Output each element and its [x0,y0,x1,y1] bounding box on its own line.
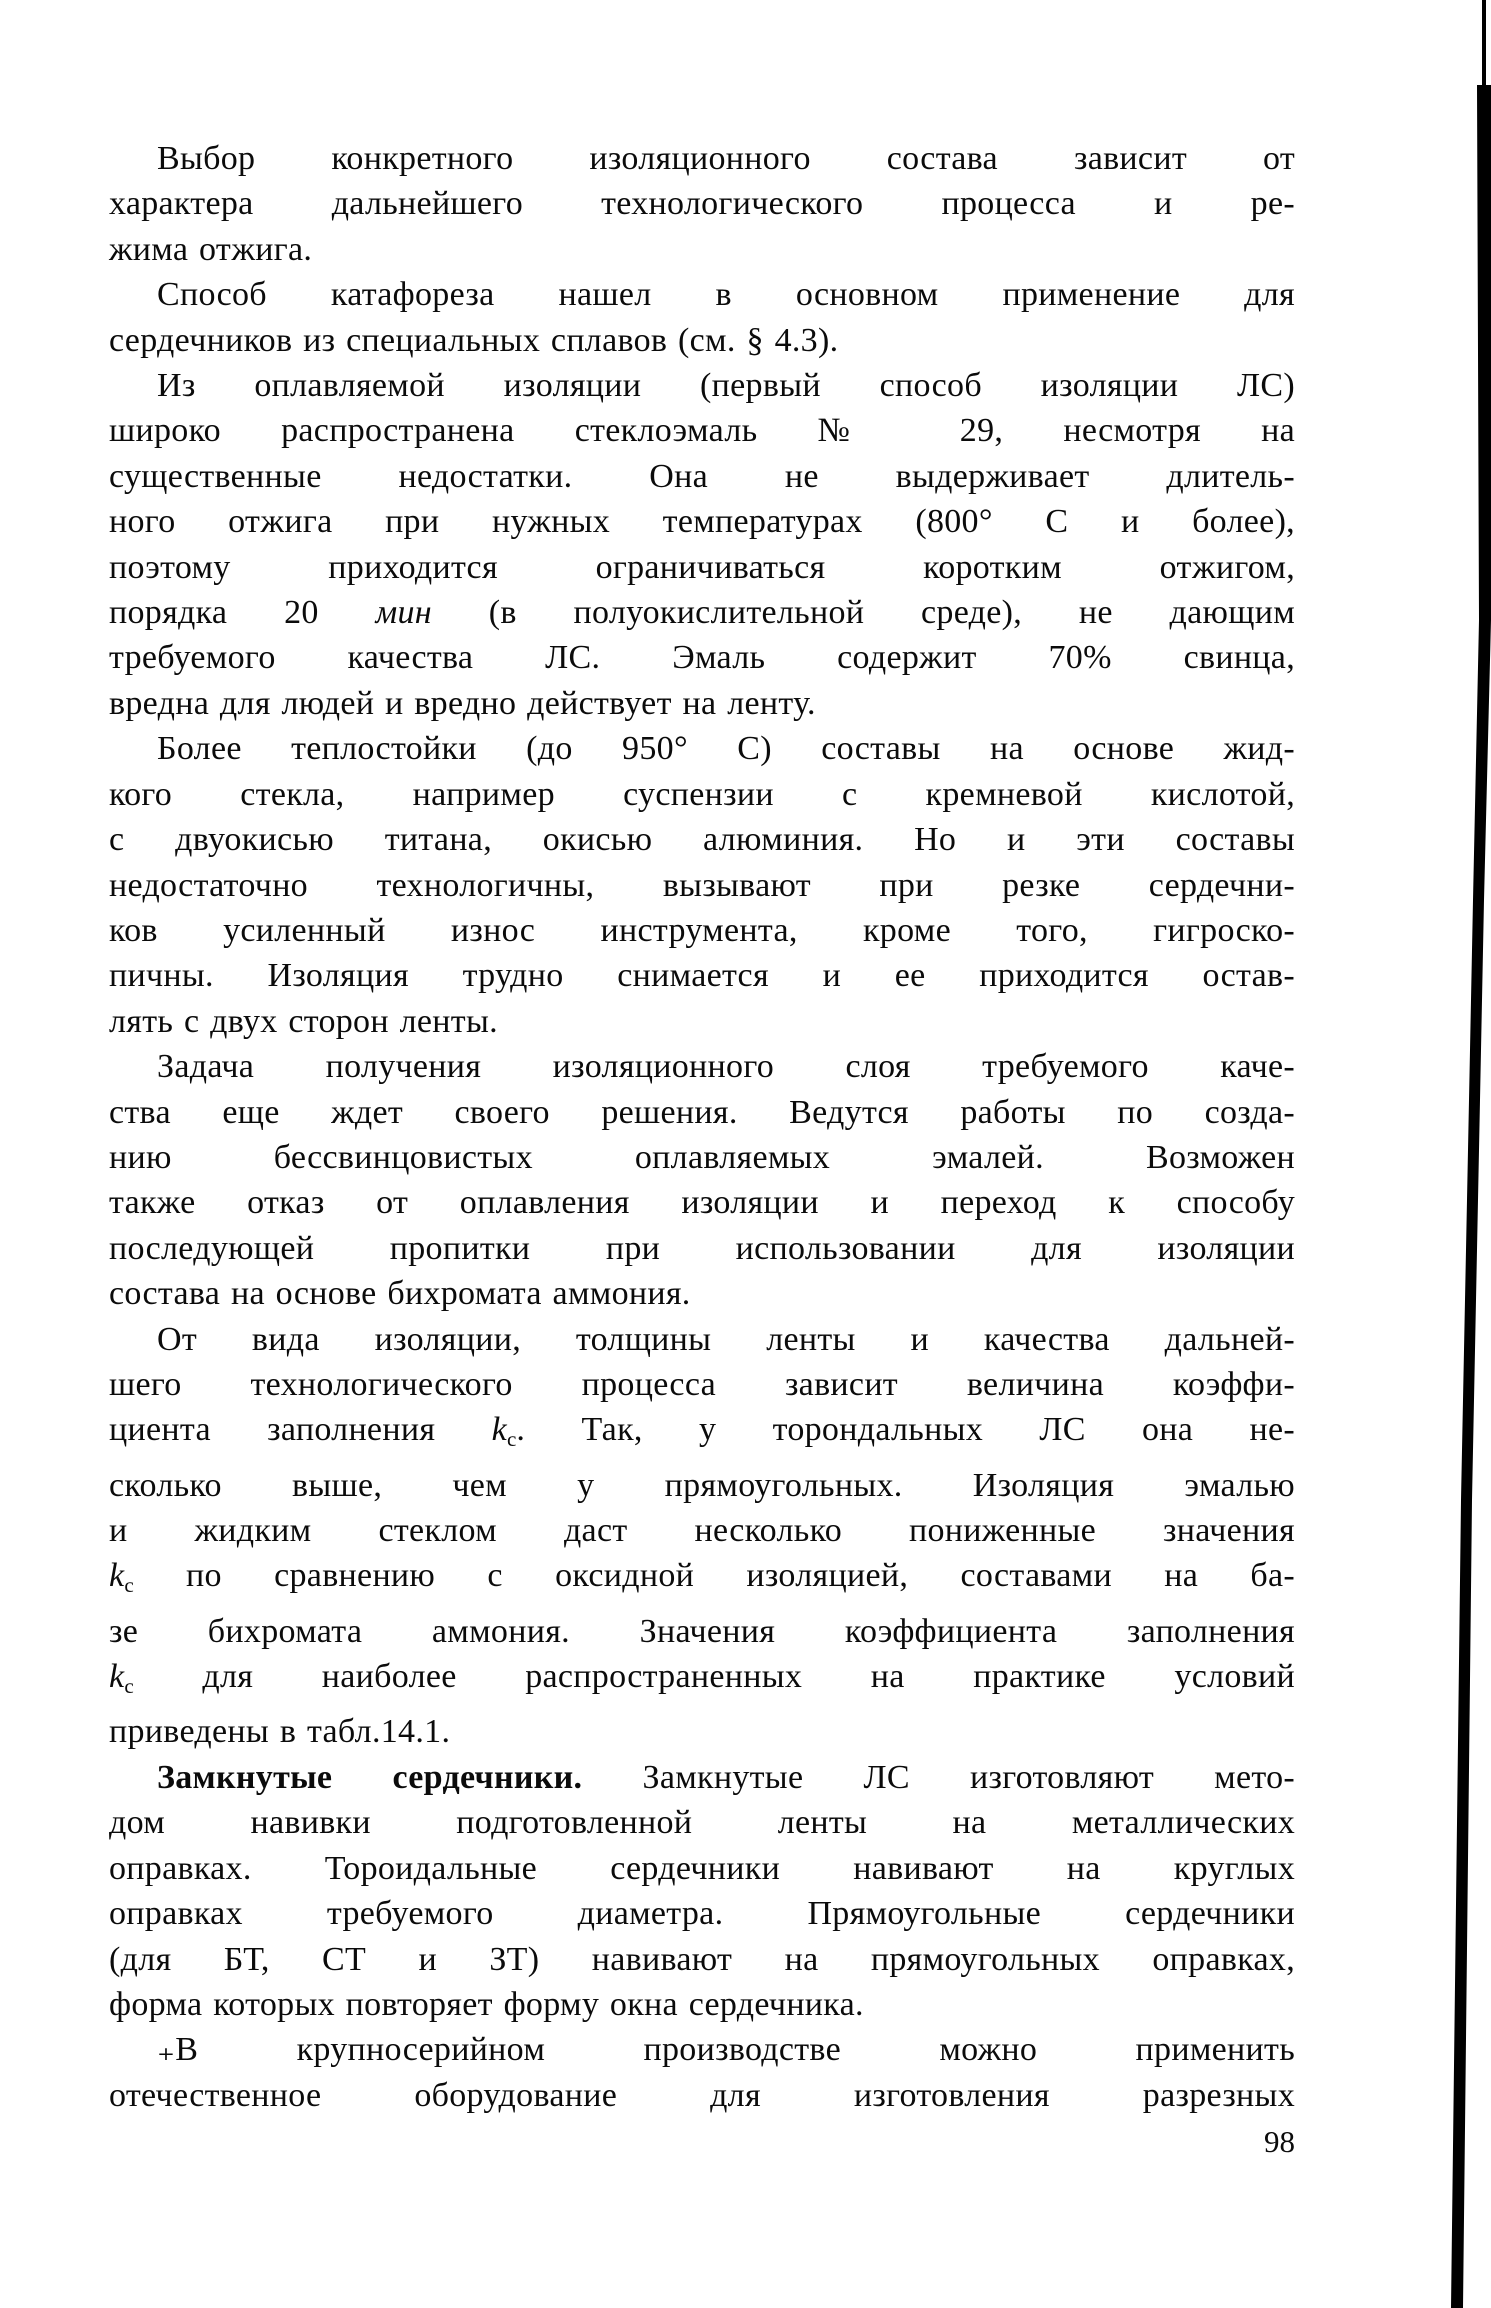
text-run: по сравнению с оксидной изоляцией, составами на ба- [133,1557,1295,1595]
text-run: с [124,1573,134,1598]
paragraph [109,1755,1295,2027]
text-run: мин [375,594,432,632]
text-run: ства еще ждет своего решения. Ведутся работы по созда- [109,1093,1295,1131]
text-line [109,772,1295,817]
text-run: порядка 20 [109,594,376,632]
text-line [109,908,1295,953]
text-line [109,726,1295,771]
text-line [109,1463,1295,1508]
text-run: От вида изоляции, толщины ленты и качества дальней- [157,1320,1295,1358]
text-line [109,318,1295,363]
text-run: с [124,1674,134,1699]
text-line [109,953,1295,998]
text-run: ₊В крупносерийном производстве можно применить [157,2031,1295,2069]
text-run: недостаточно технологичны, вызывают при резке сердечни- [109,866,1295,904]
page-number: 98 [1264,2124,1295,2159]
text-run: (для БТ, СТ и ЗТ) навивают на прямоугольных оправках, [109,1940,1295,1978]
text-line [109,863,1295,908]
text-run: жима отжига. [109,230,313,268]
text-line [109,1362,1295,1407]
text-run: шего технологического процесса зависит величина коэффи- [109,1365,1295,1403]
text-run: . Так, у торондальных ЛС она не- [516,1411,1295,1449]
text-run: состава на основе бихромата аммония. [109,1275,691,1313]
paragraph [109,726,1295,1044]
text-run: широко распространена стеклоэмаль № 29, несмотря на [109,412,1295,450]
text-run: ного отжига при нужных температурах (800° С и более), [109,503,1295,541]
text-run: зе бихромата аммония. Значения коэффициента заполнения [109,1612,1295,1650]
text-run: также отказ от оплавления изоляции и переход к способу [109,1184,1295,1222]
text-run: и жидким стеклом даст несколько пониженные значения [109,1512,1295,1550]
text-run: k [491,1411,507,1449]
text-line [109,1271,1295,1316]
text-line [109,590,1295,635]
text-run: Более теплостойки (до 950° С) составы на основе жид- [157,730,1295,768]
text-run: оправках. Тороидальные сердечники навивают на круглых [109,1849,1295,1887]
text-run: требуемого качества ЛС. Эмаль содержит 70% свинца, [109,639,1295,677]
text-run: форма которых повторяет форму окна сердечника. [109,1985,864,2023]
text-line [109,1982,1295,2027]
text-run: кого стекла, например суспензии с кремневой кислотой, [109,775,1295,813]
text-run: отечественное оборудование для изготовления разрезных [109,2076,1295,2114]
text-line [109,635,1295,680]
text-run: k [109,1658,125,1696]
text-line [109,408,1295,453]
text-line [109,499,1295,544]
text-run: с двуокисью титана, окисью алюминия. Но и эти составы [109,821,1295,859]
text-line [109,1226,1295,1271]
text-line [109,1508,1295,1553]
text-run: Задача получения изоляционного слоя требуемого каче- [157,1048,1295,1086]
text-run: k [109,1557,125,1595]
text-run: дом навивки подготовленной ленты на металлических [109,1804,1295,1842]
text-run: нию бессвинцовистых оплавляемых эмалей. Возможен [109,1138,1295,1176]
text-run: сколько выше, чем у прямоугольных. Изоляция эмалью [109,1466,1295,1504]
text-line [109,681,1295,726]
text-line [109,1755,1295,1800]
text-run: характера дальнейшего технологического процесса и ре- [109,185,1295,223]
text-run: Из оплавляемой изоляции (первый способ изоляции ЛС) [157,367,1295,405]
text-block [109,136,1295,2118]
text-run: поэтому приходится ограничиваться коротким отжигом, [109,548,1295,586]
text-run: (в полуокислительной среде), не дающим [431,594,1296,632]
text-line [109,1609,1295,1654]
paragraph [109,136,1295,272]
text-line [109,227,1295,272]
text-line [109,1317,1295,1362]
text-line [109,363,1295,408]
text-line [109,1654,1295,1709]
text-run: Замкнутые сердечники. [157,1758,583,1796]
text-run: Замкнутые ЛС изготовляют мето- [582,1758,1295,1796]
text-run: для наиболее распространенных на практике условий [133,1658,1295,1696]
paragraph [109,1044,1295,1316]
text-run: пичны. Изоляция трудно снимается и ее приходится остав- [109,957,1295,995]
text-line [109,1044,1295,1089]
text-line [109,2073,1295,2118]
text-line [109,1800,1295,1845]
paragraph [109,2027,1295,2118]
text-run: лять с двух сторон ленты. [109,1002,498,1040]
text-run: последующей пропитки при использовании для изоляции [109,1229,1295,1267]
text-line [109,272,1295,317]
text-run: с [506,1427,517,1452]
text-line [109,136,1295,181]
text-line [109,1090,1295,1135]
text-line [109,1180,1295,1225]
text-line [109,2027,1295,2072]
text-run: Выбор конкретного изоляционного состава зависит от [157,140,1295,177]
text-run: циента заполнения [109,1411,492,1449]
text-line [109,1407,1295,1462]
text-line [109,454,1295,499]
text-line [109,1891,1295,1936]
text-line [109,1135,1295,1180]
text-run: Способ катафореза нашел в основном применение для [157,276,1295,314]
text-run: приведены в табл.14.1. [109,1713,451,1751]
text-run: оправках требуемого диаметра. Прямоугольные сердечники [109,1895,1295,1933]
text-line [109,999,1295,1044]
text-line [109,181,1295,226]
text-line [109,1553,1295,1608]
text-run: сердечников из специальных сплавов (см. § 4.3). [109,321,839,359]
text-line [109,1709,1295,1754]
text-run: существенные недостатки. Она не выдерживает длитель- [109,457,1295,495]
paragraph [109,1317,1295,1755]
text-line [109,545,1295,590]
text-line [109,817,1295,862]
text-line [109,1937,1295,1982]
paragraph [109,272,1295,363]
paragraph [109,363,1295,726]
text-run: ков усиленный износ инструмента, кроме того, гигроско- [109,911,1295,949]
text-run: вредна для людей и вредно действует на ленту. [109,684,816,722]
text-line [109,1846,1295,1891]
